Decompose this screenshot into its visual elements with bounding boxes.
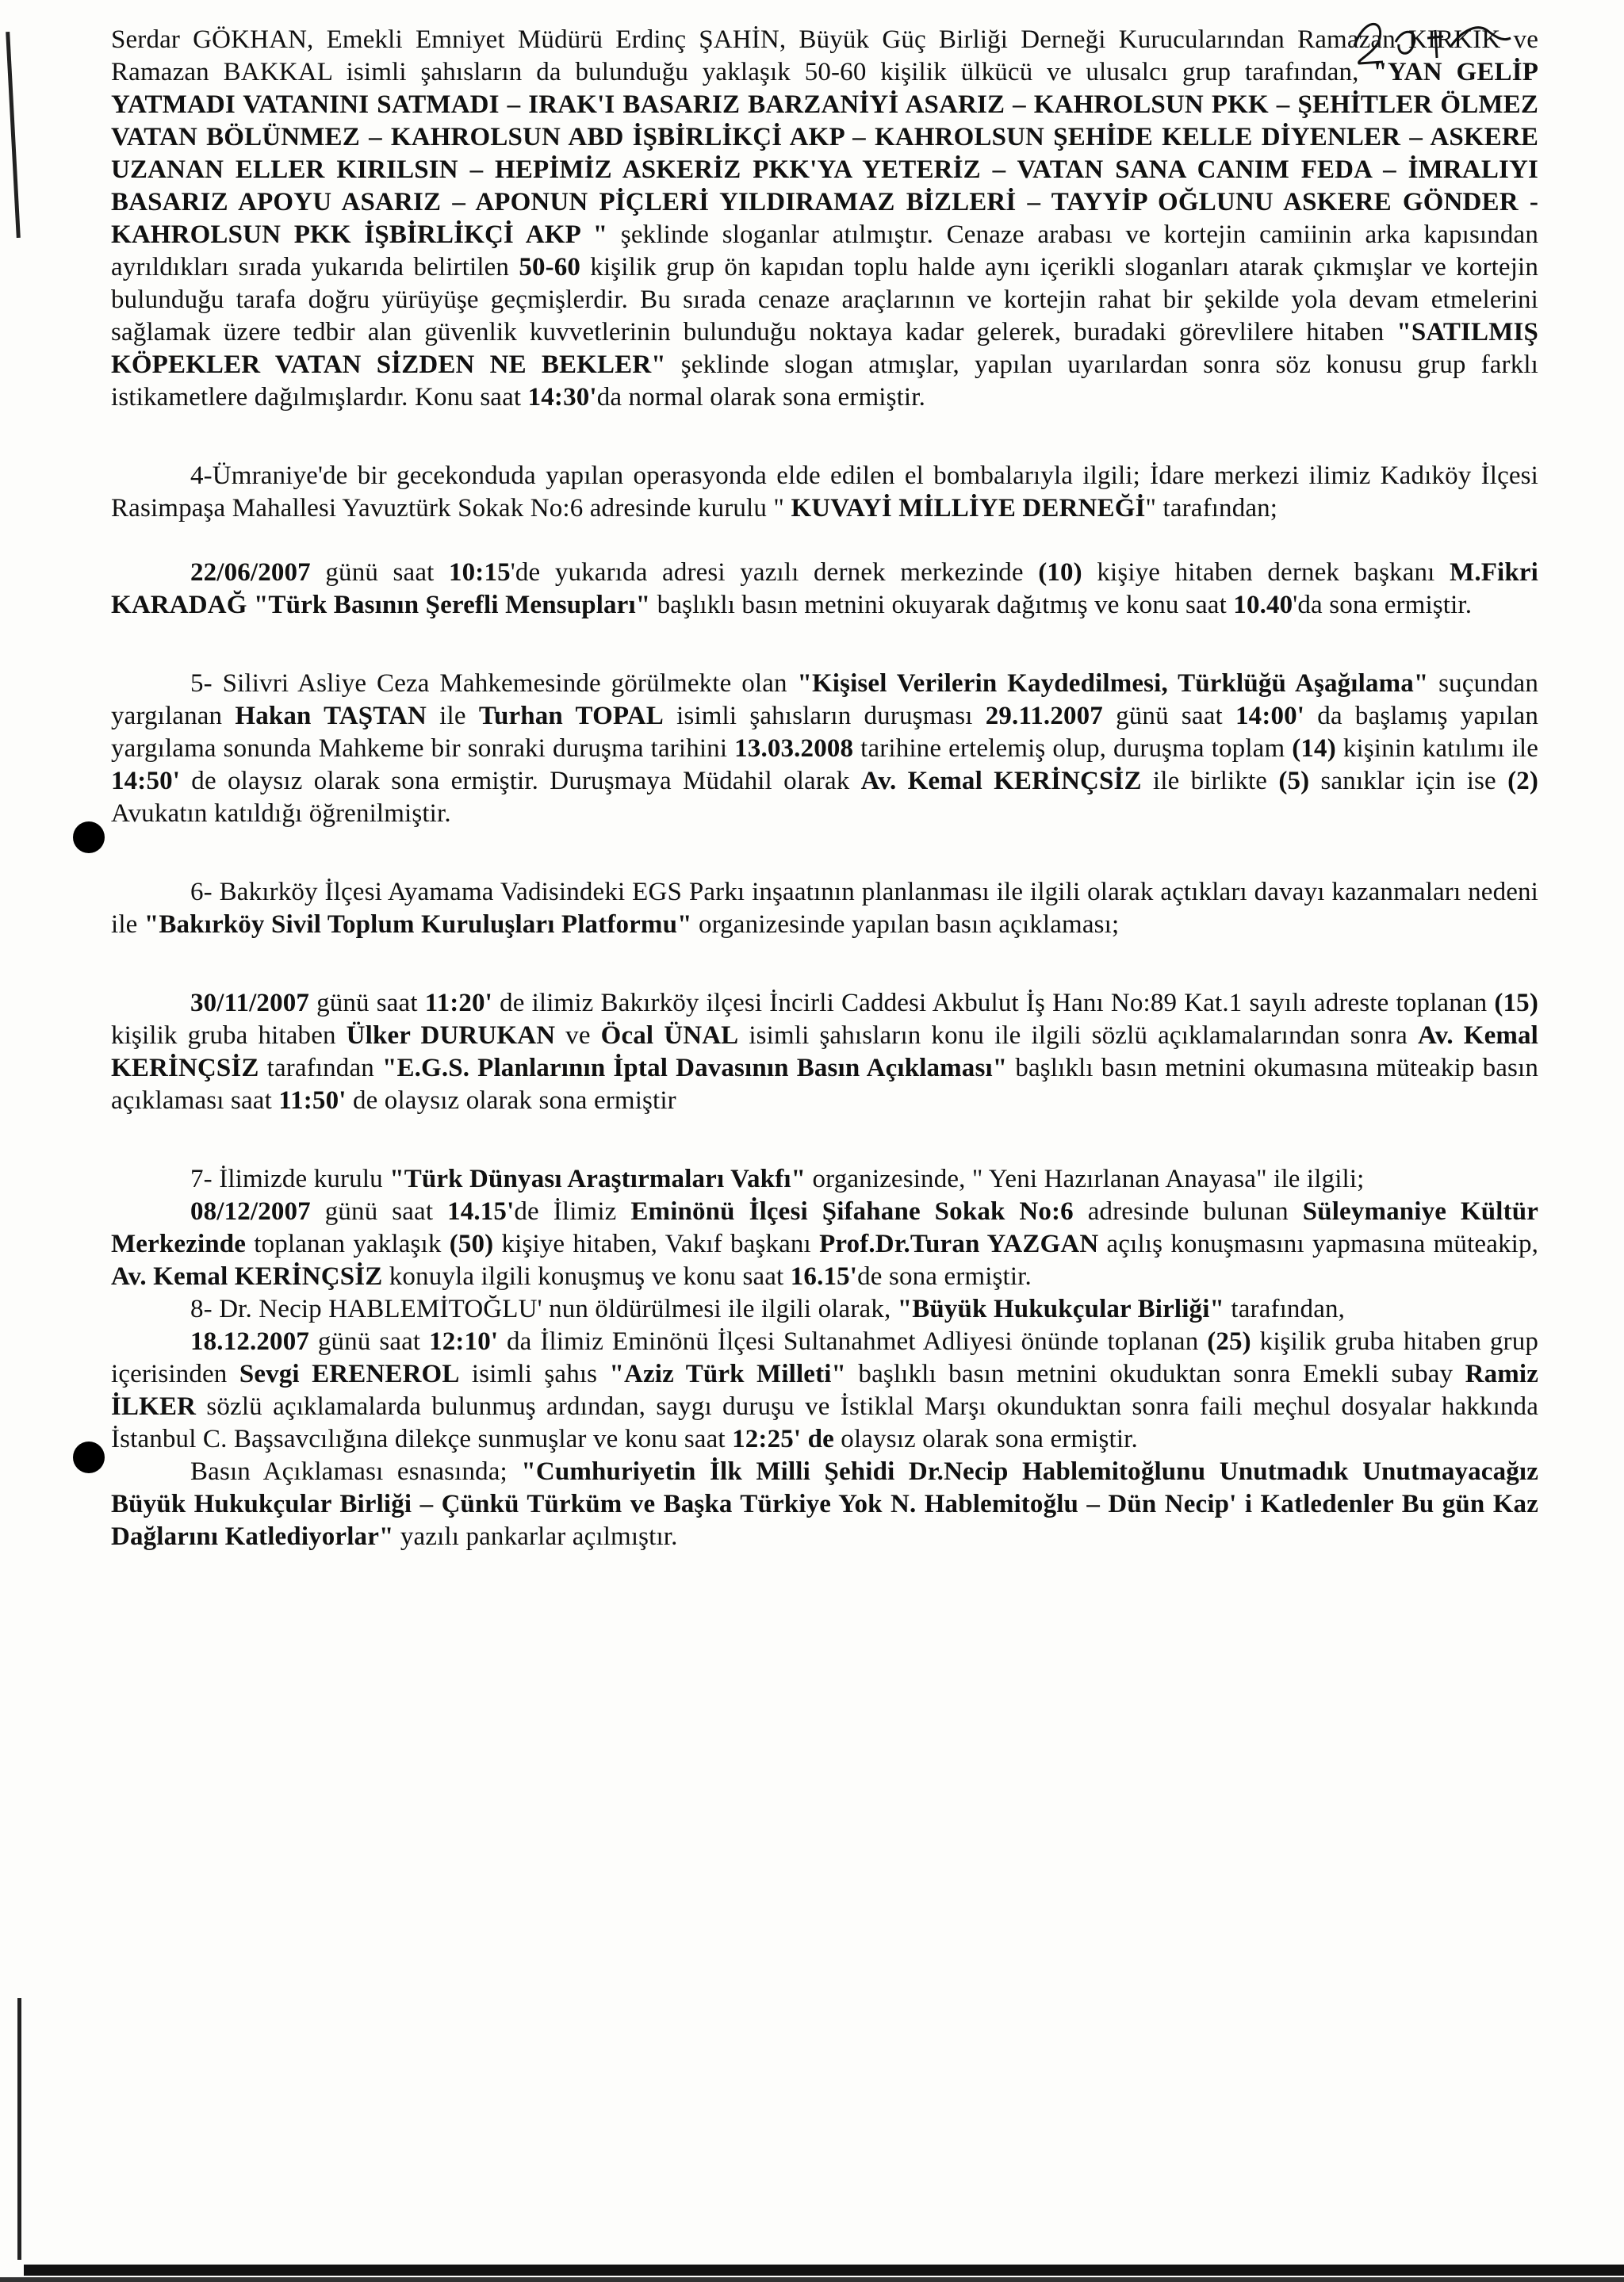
bold-text-segment: Öcal ÜNAL bbox=[600, 1021, 739, 1050]
paragraph-gap bbox=[111, 622, 1538, 668]
scan-bottom-edge bbox=[24, 2265, 1624, 2276]
bold-text-segment: "Cumhuriyetin İlk Milli Şehidi Dr.Necip Hablemitoğlunu Unutmadık Unutmayacağız Büyük Hukukçular Birliği – Çünkü Türküm ve Başka Türkiye Yok N. Hablemitoğlu – Dün Necip' i Katledenler Bu gün Kaz Dağlarını Katlediyorlar" bbox=[111, 1457, 1538, 1551]
text-segment: günü saat bbox=[309, 1327, 430, 1356]
text-segment: kişilik grup ön kapıdan toplu halde aynı içerikli sloganları atarak çıkmışlar ve kortejin bulunduğu tarafa doğru yürüyüşe geçmişlerdir. Bu sırada cenaze araçlarının ve kortejin rahat bir şekilde yola devam etmelerini sağlamak üzere tedbir alan güvenlik kuvvetlerinin bulunduğu noktaya kadar gelerek, buradaki görevlilere hitaben bbox=[111, 253, 1538, 347]
text-segment: ile bbox=[426, 702, 479, 730]
bold-text-segment: 11:20' bbox=[424, 989, 492, 1017]
bold-text-segment: (10) bbox=[1038, 558, 1082, 587]
bold-text-segment: 14:30' bbox=[527, 383, 597, 412]
text-segment: 'de yukarıda adresi yazılı dernek merkezinde bbox=[510, 558, 1039, 587]
text-segment: başlıklı basın metnini okuyarak dağıtmış ve konu saat bbox=[650, 591, 1234, 619]
text-segment: organizesinde, " Yeni Hazırlanan Anayasa" ile ilgili; bbox=[806, 1165, 1365, 1193]
text-segment: Serdar GÖKHAN, Emekli Emniyet Müdürü Erdinç ŞAHİN, Büyük Güç Birliği Derneği Kurucularından Ramazan KIRKIK ve Ramazan BAKKAL isimli şahısların da bulunduğu yaklaşık 50-60 kişilik ülkücü ve ulusalcı grup tarafından, bbox=[111, 25, 1538, 86]
text-segment: 8- Dr. Necip HABLEMİTOĞLU' nun öldürülmesi ile ilgili olarak, bbox=[190, 1295, 898, 1323]
bold-text-segment: Sevgi ERENEROL bbox=[239, 1360, 460, 1388]
text-segment: de ilimiz Bakırköy ilçesi İncirli Caddesi Akbulut İş Hanı No:89 Kat.1 sayılı adreste toplanan bbox=[492, 989, 1495, 1017]
text-segment: organizesinde yapılan basın açıklaması; bbox=[691, 910, 1120, 939]
paragraph-p3 bbox=[111, 668, 1538, 830]
text-segment: günü saat bbox=[309, 989, 425, 1017]
bold-text-segment: 18.12.2007 bbox=[190, 1327, 309, 1356]
bold-text-segment: M.Fikri KARADAĞ "Türk Basının Şerefli Mensupları" bbox=[111, 558, 1538, 619]
text-segment: sözlü açıklamalarda bulunmuş ardından, saygı duruşu ve İstiklal Marşı okunduktan sonra faili meçhul dosyalar hakkında İstanbul C. Başsavcılığına dilekçe sunmuşlar ve konu saat bbox=[111, 1392, 1538, 1453]
bold-text-segment: "Aziz Türk Milleti" bbox=[609, 1360, 847, 1388]
bold-text-segment: 13.03.2008 bbox=[734, 734, 854, 763]
bold-text-segment: "Bakırköy Sivil Toplum Kuruluşları Platformu" bbox=[144, 910, 692, 939]
bold-text-segment: (5) bbox=[1278, 767, 1310, 795]
bold-text-segment: 16.15' bbox=[790, 1262, 858, 1291]
bold-text-segment: 30/11/2007 bbox=[190, 989, 310, 1017]
paragraph-p0 bbox=[111, 24, 1538, 414]
paragraph-p1 bbox=[111, 460, 1538, 525]
text-segment: açılış konuşmasını yapmasına müteakip, bbox=[1098, 1230, 1539, 1258]
paragraph-p5 bbox=[111, 987, 1538, 1117]
bold-text-segment: 14:00' bbox=[1235, 702, 1305, 730]
bold-text-segment: 14:50' bbox=[111, 767, 181, 795]
bold-text-segment: 22/06/2007 bbox=[190, 558, 311, 587]
bold-text-segment: 08/12/2007 bbox=[190, 1197, 311, 1226]
text-segment: 5- Silivri Asliye Ceza Mahkemesinde görülmekte olan bbox=[190, 669, 798, 698]
text-segment: günü saat bbox=[1102, 702, 1236, 730]
bold-text-segment: 14.15' bbox=[447, 1197, 515, 1226]
text-segment: şeklinde slogan atmışlar, yapılan uyarılardan sonra söz konusu grup farklı istikametlere dağılmışlardır. Konu saat bbox=[111, 350, 1538, 412]
text-segment: adresinde bulunan bbox=[1073, 1197, 1303, 1226]
bold-text-segment: 50-60 bbox=[519, 253, 581, 281]
text-segment: kişiye hitaben, Vakıf başkanı bbox=[493, 1230, 820, 1258]
paragraph-p8 bbox=[111, 1293, 1538, 1326]
paragraph-p10 bbox=[111, 1456, 1538, 1553]
text-segment: kişinin katılımı ile bbox=[1335, 734, 1539, 763]
bold-text-segment: Hakan TAŞTAN bbox=[235, 702, 427, 730]
bold-text-segment: (2) bbox=[1507, 767, 1538, 795]
text-segment: Basın Açıklaması esnasında; bbox=[190, 1457, 522, 1486]
text-segment: 7- İlimizde kurulu bbox=[190, 1165, 390, 1193]
bold-text-segment: KUVAYİ MİLLİYE DERNEĞİ bbox=[791, 494, 1146, 523]
paragraph-gap bbox=[111, 1117, 1538, 1163]
text-segment: ve bbox=[555, 1021, 601, 1050]
bold-text-segment: 11:50' bbox=[278, 1086, 347, 1115]
text-segment: tarafından bbox=[259, 1054, 382, 1082]
bold-text-segment: "Kişisel Verilerin Kaydedilmesi, Türklüğü Aşağılama" bbox=[797, 669, 1429, 698]
text-segment: isimli şahısların duruşması bbox=[663, 702, 986, 730]
text-segment: 6- Bakırköy İlçesi Ayamama Vadisindeki EGS Parkı inşaatının planlanması ile ilgili olarak açtıkları davayı kazanmaları nedeni ile bbox=[111, 878, 1538, 939]
bold-text-segment: "Büyük Hukukçular Birliği" bbox=[897, 1295, 1224, 1323]
paragraph-p4 bbox=[111, 876, 1538, 941]
text-segment: de olaysız olarak sona ermiştir bbox=[346, 1086, 676, 1115]
bold-text-segment: 12:10' bbox=[429, 1327, 499, 1356]
text-segment: suçundan yargılanan bbox=[111, 669, 1538, 730]
paragraph-gap bbox=[111, 830, 1538, 876]
text-segment: tarafından, bbox=[1224, 1295, 1346, 1323]
text-segment: konuyla ilgili konuşmuş ve konu saat bbox=[382, 1262, 791, 1291]
paragraph-gap bbox=[111, 414, 1538, 460]
text-segment: ile birlikte bbox=[1141, 767, 1279, 795]
scan-edge-mark bbox=[17, 1998, 21, 2260]
text-segment: da normal olarak sona ermiştir. bbox=[596, 383, 925, 412]
bold-text-segment: "E.G.S. Planlarının İptal Davasının Basın Açıklaması" bbox=[381, 1054, 1008, 1082]
punch-hole-mark bbox=[73, 1442, 105, 1473]
bold-text-segment: Av. Kemal KERİNÇSİZ bbox=[111, 1262, 383, 1291]
bold-text-segment: Av. Kemal KERİNÇSİZ bbox=[111, 1021, 1538, 1082]
bold-text-segment: 10:15 bbox=[449, 558, 511, 587]
bold-text-segment: Prof.Dr.Turan YAZGAN bbox=[819, 1230, 1099, 1258]
text-segment: isimli şahıs bbox=[459, 1360, 610, 1388]
text-segment: isimli şahısların konu ile ilgili sözlü açıklamalarından sonra bbox=[738, 1021, 1418, 1050]
paragraph-p9 bbox=[111, 1326, 1538, 1456]
scan-edge-mark bbox=[6, 32, 21, 238]
bold-text-segment: "SATILMIŞ KÖPEKLER VATAN SİZDEN NE BEKLER" bbox=[111, 318, 1538, 379]
bold-text-segment: 29.11.2007 bbox=[985, 702, 1103, 730]
bold-text-segment: (50) bbox=[449, 1230, 494, 1258]
text-segment: başlıklı basın metnini okuduktan sonra Emekli subay bbox=[846, 1360, 1465, 1388]
bold-text-segment: (25) bbox=[1207, 1327, 1251, 1356]
text-segment: günü saat bbox=[310, 1197, 448, 1226]
text-segment: toplanan yaklaşık bbox=[246, 1230, 450, 1258]
bold-text-segment: 10.40 bbox=[1233, 591, 1293, 619]
text-segment: kişilik gruba hitaben bbox=[111, 1021, 347, 1050]
punch-hole-mark bbox=[73, 821, 105, 853]
text-segment: de İlimiz bbox=[514, 1197, 631, 1226]
paragraph-gap bbox=[111, 525, 1538, 557]
text-segment: da İlimiz Eminönü İlçesi Sultanahmet Adliyesi önünde toplanan bbox=[498, 1327, 1208, 1356]
text-segment: şeklinde sloganlar atılmıştır. Cenaze arabası ve kortejin camiinin arka kapısından ayrıldıkları sırada yukarıda belirtilen bbox=[111, 220, 1538, 281]
text-segment: yazılı pankarlar açılmıştır. bbox=[393, 1522, 678, 1551]
text-segment: de sona ermiştir. bbox=[857, 1262, 1032, 1291]
text-segment: sanıklar için ise bbox=[1309, 767, 1508, 795]
bold-text-segment: Av. Kemal KERİNÇSİZ bbox=[860, 767, 1142, 795]
text-segment: kişiye hitaben dernek başkanı bbox=[1082, 558, 1450, 587]
bold-text-segment: Ramiz İLKER bbox=[111, 1360, 1538, 1421]
paragraph-p6 bbox=[111, 1163, 1538, 1196]
paragraph-p2 bbox=[111, 557, 1538, 622]
text-segment: " tarafından; bbox=[1145, 494, 1278, 523]
text-segment: olaysız olarak sona ermiştir. bbox=[833, 1425, 1138, 1453]
bold-text-segment: Eminönü İlçesi Şifahane Sokak No:6 bbox=[630, 1197, 1074, 1226]
bold-text-segment: 12:25' de bbox=[732, 1425, 834, 1453]
text-segment: 'da sona ermiştir. bbox=[1293, 591, 1473, 619]
document-body bbox=[111, 24, 1538, 1553]
bold-text-segment: Süleymaniye Kültür Merkezinde bbox=[111, 1197, 1539, 1258]
paragraph-p7 bbox=[111, 1196, 1538, 1293]
text-segment: kişilik gruba hitaben grup içerisinden bbox=[111, 1327, 1538, 1388]
bold-text-segment: Turhan TOPAL bbox=[478, 702, 664, 730]
text-segment: tarihine ertelemiş olup, duruşma toplam bbox=[853, 734, 1293, 763]
bold-text-segment: Ülker DURUKAN bbox=[346, 1021, 556, 1050]
text-segment: 4-Ümraniye'de bir gecekonduda yapılan operasyonda elde edilen el bombalarıyla ilgili; İdare merkezi ilimiz Kadıköy İlçesi Rasimpaşa Mahallesi Yavuztürk Sokak No:6 adresinde kurulu " bbox=[111, 461, 1538, 523]
scan-bottom-edge bbox=[0, 2277, 1624, 2282]
paragraph-gap bbox=[111, 941, 1538, 987]
text-segment: de olaysız olarak sona ermiştir. Duruşmaya Müdahil olarak bbox=[180, 767, 861, 795]
text-segment: günü saat bbox=[310, 558, 449, 587]
bold-text-segment: "Türk Dünyası Araştırmaları Vakfı" bbox=[389, 1165, 806, 1193]
bold-text-segment: (15) bbox=[1494, 989, 1538, 1017]
text-segment: başlıklı basın metnini okumasına müteakip basın açıklaması saat bbox=[111, 1054, 1539, 1115]
bold-text-segment: "YAN GELİP YATMADI VATANINI SATMADI – IRAK'I BASARIZ BARZANİYİ ASARIZ – KAHROLSUN PKK – ŞEHİTLER ÖLMEZ VATAN BÖLÜNMEZ – KAHROLSUN ABD İŞBİRLİKÇİ AKP – KAHROLSUN ŞEHİDE KELLE DİYENLER – ASKERE UZANAN ELLER KIRILSIN – HEPİMİZ ASKERİZ PKK'YA YETERİZ – VATAN SANA CANIM FEDA – İMRALIYI BASARIZ APOYU ASARIZ – APONUN PİÇLERİ YILDIRAMAZ BİZLERİ – TAYYİP OĞLUNU ASKERE GÖNDER - KAHROLSUN PKK İŞBİRLİKÇİ AKP " bbox=[111, 58, 1538, 249]
text-segment: da başlamış yapılan yargılama sonunda Mahkeme bir sonraki duruşma tarihini bbox=[111, 702, 1538, 763]
text-segment: Avukatın katıldığı öğrenilmiştir. bbox=[111, 799, 451, 828]
bold-text-segment: (14) bbox=[1292, 734, 1336, 763]
